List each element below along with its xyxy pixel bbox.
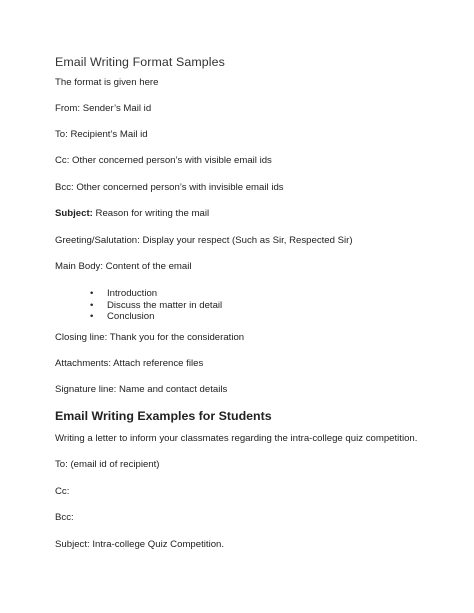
main-body-line: Main Body: Content of the email <box>55 261 192 272</box>
page-title: Email Writing Format Samples <box>55 55 225 69</box>
subject-text: Reason for writing the mail <box>92 208 210 219</box>
main-body-list <box>90 288 222 323</box>
signature-line: Signature line: Name and contact details <box>55 384 228 395</box>
list-item: • Introduction <box>90 288 222 300</box>
cc-line: Cc: Other concerned person’s with visible email ids <box>55 155 272 166</box>
list-item: • Discuss the matter in detail <box>90 300 222 312</box>
section-heading: Email Writing Examples for Students <box>55 409 272 423</box>
subject-line <box>55 208 209 220</box>
from-line: From: Sender’s Mail id <box>55 103 152 114</box>
to-line: To: Recipient’s Mail id <box>55 129 148 140</box>
greeting-line: Greeting/Salutation: Display your respect (Such as Sir, Respected Sir) <box>55 235 353 246</box>
attachments-line: Attachments: Attach reference files <box>55 358 204 369</box>
example-bcc-line: Bcc: <box>55 512 74 523</box>
closing-line: Closing line: Thank you for the consideration <box>55 332 245 343</box>
example-intro: Writing a letter to inform your classmates regarding the intra-college quiz competition. <box>55 433 418 444</box>
subject-label: Subject: <box>55 208 93 219</box>
example-subject-line: Subject: Intra-college Quiz Competition. <box>55 539 225 550</box>
example-cc-line: Cc: <box>55 486 70 497</box>
bcc-line: Bcc: Other concerned person’s with invisible email ids <box>55 182 284 193</box>
list-item: • Conclusion <box>90 311 222 323</box>
intro-text: The format is given here <box>55 77 159 88</box>
example-to-line: To: (email id of recipient) <box>55 459 160 470</box>
